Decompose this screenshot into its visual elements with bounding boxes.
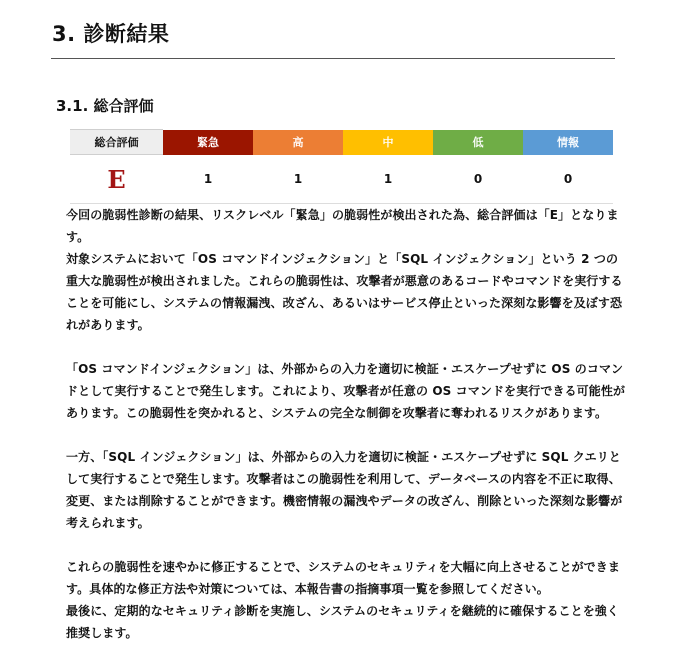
overall-grade: E <box>107 164 126 194</box>
section-heading: 3. 診断結果 <box>52 22 170 46</box>
count-critical: 1 <box>163 155 253 204</box>
summary-paragraph-os-command: 「OS コマンドインジェクション」は、外部からの入力を適切に検証・エスケープせずに OS のコマンドとして実行することで発生します。これにより、攻撃者が任意の OS コマンドを実行できる可能性があります。この脆弱性を突かれると、システムの完全な制御を攻撃者に奪われるリスクがあります。 <box>66 362 626 420</box>
summary-paragraph-recommendation: 最後に、定期的なセキュリティ診断を実施し、システムのセキュリティを継続的に確保することを強く推奨します。 <box>66 604 620 640</box>
overall-rating-table <box>70 129 613 204</box>
rating-value-row <box>70 155 613 204</box>
summary-paragraph-result: 今回の脆弱性診断の結果、リスクレベル「緊急」の脆弱性が検出された為、総合評価は「E」となります。 <box>66 208 619 244</box>
rating-header-row <box>70 130 613 155</box>
summary-paragraph-overview: 対象システムにおいて「OS コマンドインジェクション」と「SQL インジェクション」という 2 つの重大な脆弱性が検出されました。これらの脆弱性は、攻撃者が悪意のあるコードやコマンドを実行することを可能にし、システムの情報漏洩、改ざん、あるいはサービス停止といった深刻な影響を及ぼす恐れがあります。 <box>66 252 623 332</box>
severity-header-low: 低 <box>433 130 523 155</box>
section-heading-rule <box>51 58 615 59</box>
assessment-summary <box>66 204 626 644</box>
summary-paragraph-sql: 一方、「SQL インジェクション」は、外部からの入力を適切に検証・エスケープせずに SQL クエリとして実行することで発生します。攻撃者はこの脆弱性を利用して、データベースの内容を不正に取得、変更、または削除することができます。機密情報の漏洩やデータの改ざん、削除といった深刻な影響が考えられます。 <box>66 450 623 530</box>
count-medium: 1 <box>343 155 433 204</box>
summary-paragraph-remediation: これらの脆弱性を速やかに修正することで、システムのセキュリティを大幅に向上させることができます。具体的な修正方法や対策については、本報告書の指摘事項一覧を参照してください。 <box>66 560 620 596</box>
severity-header-info: 情報 <box>523 130 613 155</box>
count-high: 1 <box>253 155 343 204</box>
count-info: 0 <box>523 155 613 204</box>
severity-header-high: 高 <box>253 130 343 155</box>
rating-label-header: 総合評価 <box>70 130 163 155</box>
subsection-heading: 3.1. 総合評価 <box>56 97 154 115</box>
count-low: 0 <box>433 155 523 204</box>
overall-grade-cell <box>70 155 163 204</box>
severity-header-medium: 中 <box>343 130 433 155</box>
severity-header-critical: 緊急 <box>163 130 253 155</box>
